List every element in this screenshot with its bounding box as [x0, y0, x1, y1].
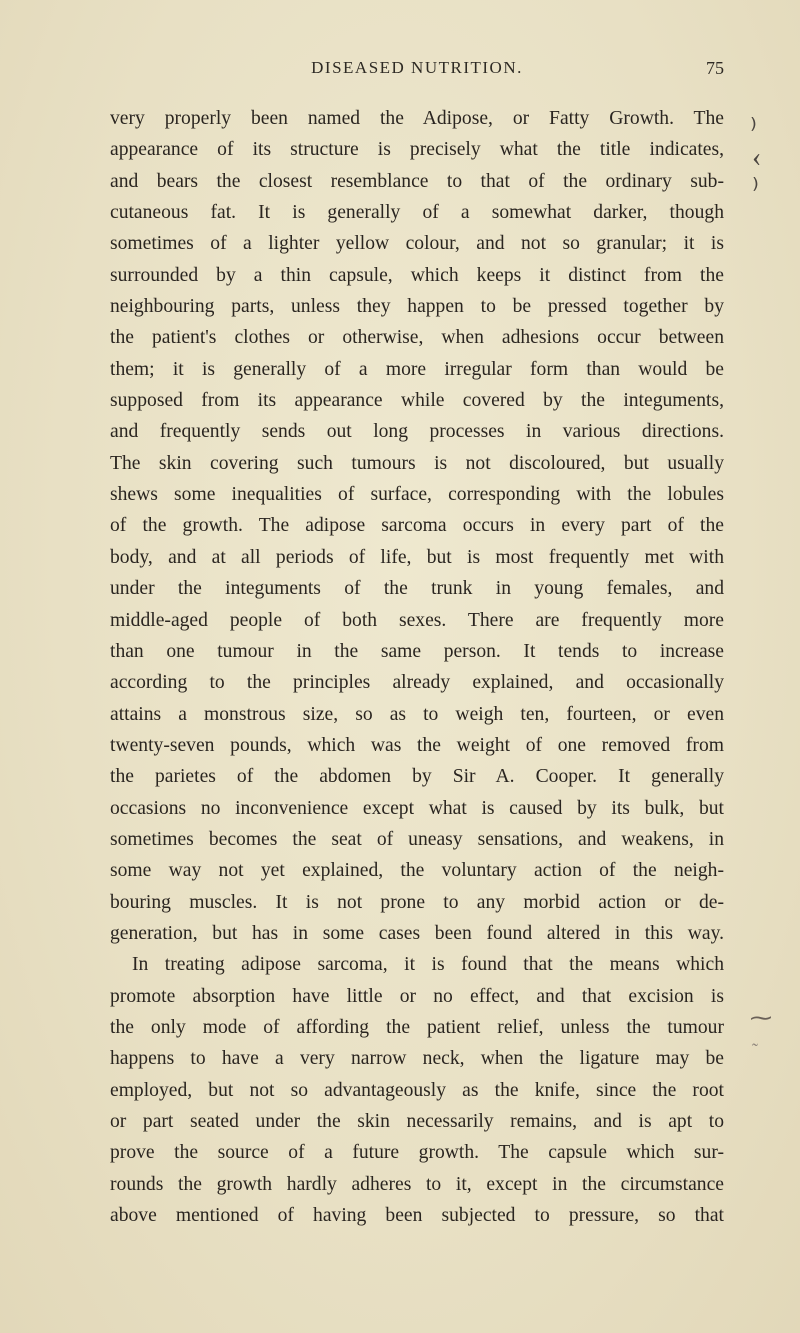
- margin-pencil-mark: ⁾: [750, 114, 757, 145]
- text-line: bouring muscles. It is not prone to any morbid action or de-: [110, 891, 724, 913]
- text-line: very properly been named the Adipose, or Fatty Growth. The: [110, 108, 724, 129]
- text-line: In treating adipose sarcoma, it is found that the means which: [132, 954, 724, 976]
- text-line: happens to have a very narrow neck, when the ligature may be: [110, 1048, 724, 1070]
- text-line: them; it is generally of a more irregular form than would be: [110, 358, 724, 380]
- text-line: middle-aged people of both sexes. There are frequently more: [110, 609, 724, 631]
- text-line: neighbouring parts, unless they happen to be pressed together by: [110, 296, 724, 318]
- text-line: generation, but has in some cases been found altered in this way.: [110, 922, 724, 944]
- text-line: shews some inequalities of surface, corresponding with the lobules: [110, 484, 724, 506]
- text-line: and frequently sends out long processes in various directions.: [110, 421, 724, 443]
- margin-pencil-mark: ˜: [752, 1040, 758, 1060]
- page-header: [110, 58, 724, 82]
- text-line: appearance of its structure is precisely what the title indicates,: [110, 139, 724, 161]
- text-line: according to the principles already explained, and occasionally: [110, 672, 724, 694]
- running-title: DISEASED NUTRITION.: [311, 58, 523, 77]
- text-line: occasions no inconvenience except what is caused by its bulk, but: [110, 797, 724, 819]
- margin-pencil-mark: ‹: [752, 142, 762, 173]
- text-line: The skin covering such tumours is not discoloured, but usually: [110, 452, 724, 474]
- text-line: the patient's clothes or otherwise, when adhesions occur between: [110, 327, 724, 349]
- text-line: than one tumour in the same person. It tends to increase: [110, 640, 724, 662]
- margin-pencil-mark: ⁓: [750, 1005, 772, 1030]
- text-line: prove the source of a future growth. The capsule which sur-: [110, 1142, 724, 1164]
- text-line: sometimes of a lighter yellow colour, and not so granular; it is: [110, 233, 724, 255]
- text-line: some way not yet explained, the voluntary action of the neigh-: [110, 860, 724, 882]
- text-line: cutaneous fat. It is generally of a somewhat darker, though: [110, 202, 724, 224]
- text-line: attains a monstrous size, so as to weigh ten, fourteen, or even: [110, 703, 724, 725]
- text-line: the parietes of the abdomen by Sir A. Cooper. It generally: [110, 766, 724, 788]
- text-line: under the integuments of the trunk in young females, and: [110, 578, 724, 600]
- text-line: and bears the closest resemblance to that of the ordinary sub-: [110, 170, 724, 192]
- text-line: promote absorption have little or no effect, and that excision is: [110, 985, 724, 1007]
- text-line: surrounded by a thin capsule, which keeps it distinct from the: [110, 264, 724, 286]
- body-text: [110, 103, 724, 1231]
- page-number: 75: [706, 58, 724, 78]
- text-line: above mentioned of having been subjected to pressure, so that: [110, 1205, 724, 1227]
- text-line: twenty-seven pounds, which was the weight of one removed from: [110, 734, 724, 756]
- text-line: of the growth. The adipose sarcoma occurs in every part of the: [110, 515, 724, 537]
- text-line: or part seated under the skin necessarily remains, and is apt to: [110, 1111, 724, 1132]
- margin-pencil-mark: ⁾: [752, 174, 759, 205]
- text-line: rounds the growth hardly adheres to it, except in the circumstance: [110, 1173, 724, 1195]
- text-line: sometimes becomes the seat of uneasy sensations, and weakens, in: [110, 828, 724, 850]
- text-line: the only mode of affording the patient relief, unless the tumour: [110, 1016, 724, 1038]
- text-line: employed, but not so advantageously as the knife, since the root: [110, 1079, 724, 1101]
- text-line: body, and at all periods of life, but is most frequently met with: [110, 546, 724, 568]
- text-line: supposed from its appearance while covered by the integuments,: [110, 390, 724, 412]
